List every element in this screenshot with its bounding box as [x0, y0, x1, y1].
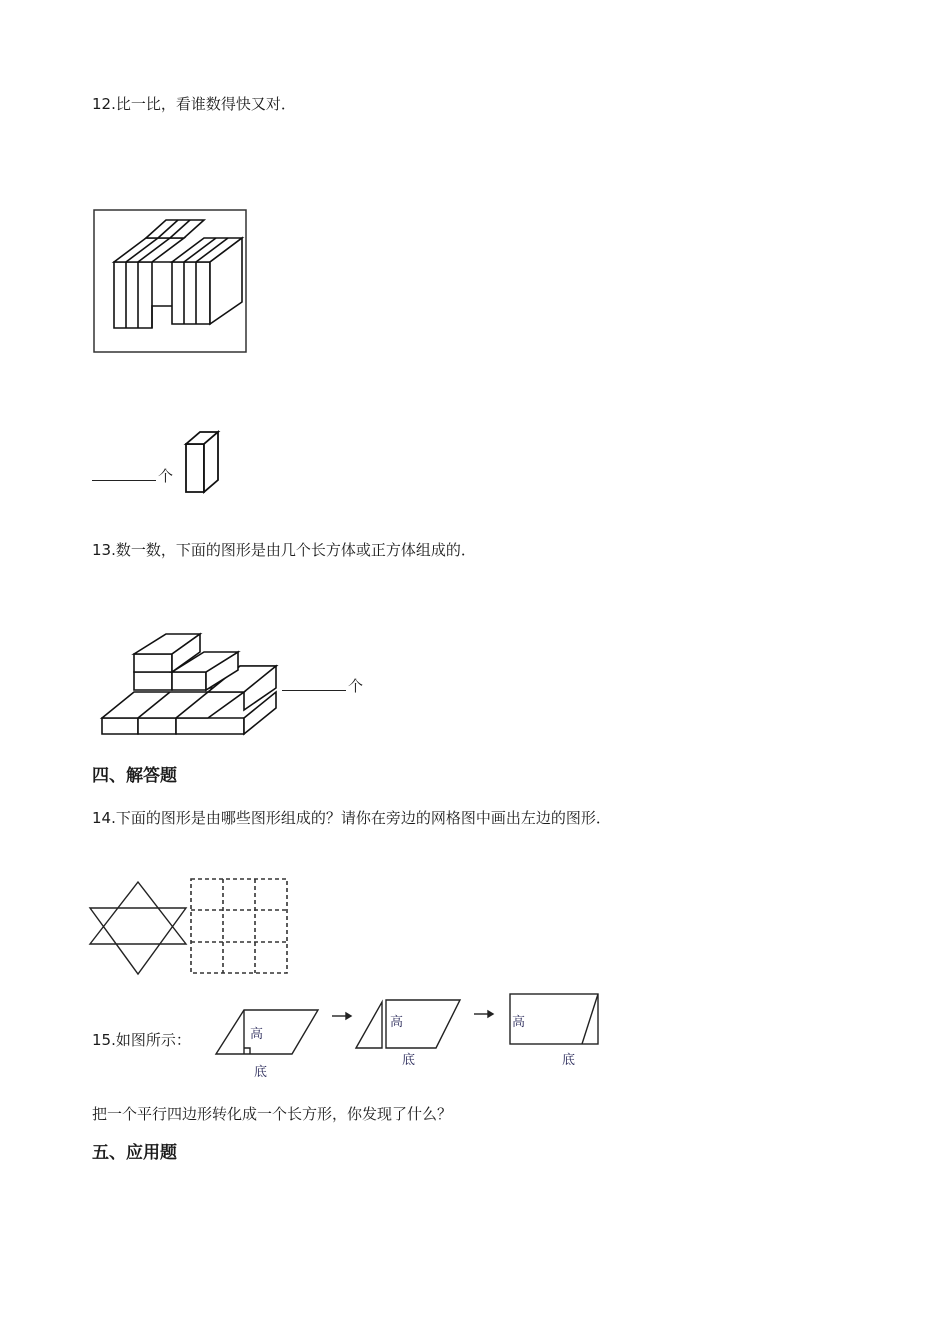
q12-answer-blank[interactable]	[92, 466, 156, 481]
q15-base-label-1: 底	[254, 1065, 268, 1080]
q14-text: 14.下面的图形是由哪些图形组成的？请你在旁边的网格图中画出左边的图形．	[92, 809, 611, 827]
q13-unit: 个	[348, 677, 364, 695]
q15-transform-figure	[210, 992, 610, 1078]
q13-blocks-figure	[100, 632, 280, 738]
q14-star-figure	[90, 880, 190, 976]
section5-title: 五、应用题	[92, 1143, 177, 1163]
q12-answer-line	[92, 466, 173, 486]
q13-answer-line	[282, 676, 363, 696]
q15-prefix: 15.如图所示：	[92, 1031, 191, 1049]
section4-title: 四、解答题	[92, 766, 177, 786]
q12-text: 12.比一比，看谁数得快又对．	[92, 95, 296, 113]
q15-height-label-2: 高	[390, 1015, 404, 1030]
q12-blocks-figure	[92, 206, 252, 354]
q15-height-label-3: 高	[512, 1015, 526, 1030]
q12-unit: 个	[158, 467, 174, 485]
q15-height-label-1: 高	[250, 1027, 264, 1042]
q15-base-label-2: 底	[402, 1053, 416, 1068]
q13-answer-blank[interactable]	[282, 676, 346, 691]
q15-question: 把一个平行四边形转化成一个长方形，你发现了什么？	[92, 1105, 453, 1123]
q15-base-label-3: 底	[562, 1053, 576, 1068]
q13-text: 13.数一数，下面的图形是由几个长方体或正方体组成的．	[92, 541, 476, 559]
q14-drawing-grid[interactable]	[190, 878, 288, 974]
q12-single-block-figure	[182, 428, 222, 494]
